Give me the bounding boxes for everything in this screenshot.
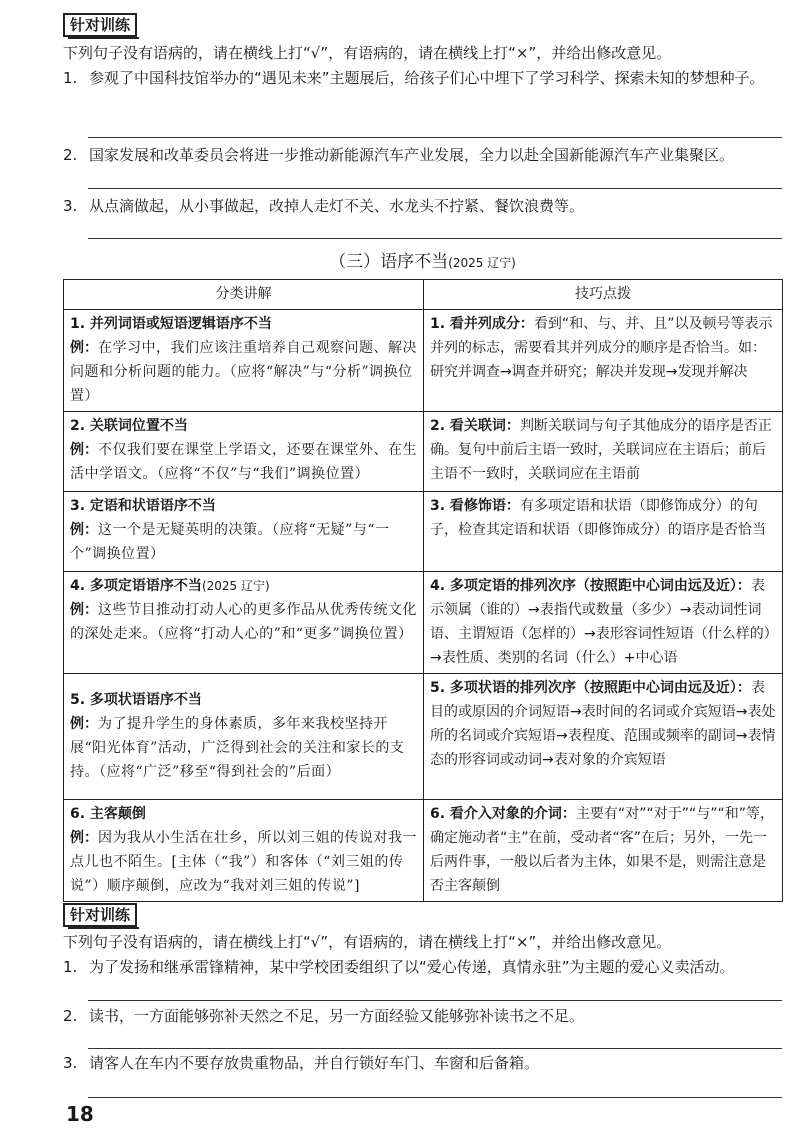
example-label: 例： bbox=[70, 340, 98, 356]
bottom-question-3 bbox=[63, 1051, 783, 1076]
example-text: 这些节目推动打动人心的更多作品从优秀传统文化的深处走来。（应将“打动人心的”和“更多”调换位置） bbox=[70, 602, 417, 642]
row-title: 1. 并列词语或短语逻辑语序不当 bbox=[70, 316, 272, 332]
row-title-tag: (2025 辽宁) bbox=[201, 579, 270, 593]
header-classification: 分类讲解 bbox=[64, 280, 424, 310]
example-text: 为了提升学生的身体素质，多年来我校坚持开展“阳光体育”活动，广泛得到社会的关注和家长的支持。（应将“广泛”移至“得到社会的”后面） bbox=[70, 716, 405, 780]
example-label: 例： bbox=[70, 602, 98, 618]
explanation-cell bbox=[64, 800, 424, 902]
table-row bbox=[64, 572, 783, 674]
table-row bbox=[64, 800, 783, 902]
tip-label: 2. 看关联词： bbox=[430, 418, 520, 434]
tip-label: 4. 多项定语的排列次序（按照距中心词由远及近）： bbox=[430, 578, 751, 594]
table-row bbox=[64, 412, 783, 492]
explanation-cell bbox=[64, 412, 424, 492]
question-text: 从点滴做起，从小事做起，改掉人走灯不关、水龙头不拧紧、餐饮浪费等。 bbox=[89, 197, 585, 215]
answer-line bbox=[88, 1000, 782, 1001]
tip-text: 看到“和、与、并、且”以及顿号等表示并列的标志，需要看其并列成分的顺序是否恰当。如：研究并调查→调查并研究；解决并发现→发现并解决 bbox=[430, 316, 773, 380]
answer-line bbox=[88, 188, 782, 189]
tip-label: 1. 看并列成分： bbox=[430, 316, 534, 332]
question-number: 2. bbox=[63, 146, 78, 164]
table-row bbox=[64, 492, 783, 572]
section-title: （三）语序不当(2025 辽宁) bbox=[329, 252, 516, 272]
question-text: 读书，一方面能够弥补天然之不足，另一方面经验又能够弥补读书之不足。 bbox=[89, 1007, 585, 1025]
answer-line bbox=[88, 238, 782, 239]
question-number: 1. bbox=[63, 69, 78, 87]
example-label: 例： bbox=[70, 716, 98, 732]
tip-cell bbox=[424, 412, 783, 492]
explanation-cell bbox=[64, 674, 424, 800]
row-title: 3. 定语和状语语序不当 bbox=[70, 498, 216, 514]
row-title: 6. 主客颠倒 bbox=[70, 806, 146, 822]
question-text: 参观了中国科技馆举办的“遇见未来”主题展后，给孩子们心中埋下了学习科学、探索未知的梦想种子。 bbox=[89, 69, 765, 87]
bottom-question-2 bbox=[63, 1004, 783, 1029]
tip-text: 判断关联词与句子其他成分的语序是否正确。复句中前后主语一致时，关联词应在主语后；前后主语不一致时，关联词应在主语前 bbox=[430, 418, 772, 482]
top-question-1 bbox=[63, 66, 783, 91]
example-text: 因为我从小生活在壮乡，所以刘三姐的传说对我一点儿也不陌生。[主体（“我”）和客体（“刘三姐的传说”）顺序颠倒，应改为“我对刘三姐的传说”] bbox=[70, 830, 417, 894]
header-tips: 技巧点拨 bbox=[424, 280, 783, 310]
top-practice-badge: 针对训练 bbox=[63, 13, 137, 37]
bottom-practice-badge: 针对训练 bbox=[63, 903, 137, 927]
table-row bbox=[64, 674, 783, 800]
tip-cell bbox=[424, 572, 783, 674]
tip-label: 5. 多项状语的排列次序（按照距中心词由远及近）： bbox=[430, 680, 751, 696]
top-question-2 bbox=[63, 143, 783, 168]
row-title: 4. 多项定语语序不当 bbox=[70, 578, 202, 594]
question-number: 3. bbox=[63, 197, 78, 215]
answer-line bbox=[88, 1048, 782, 1049]
top-instruction: 下列句子没有语病的，请在横线上打“√”，有语病的，请在横线上打“×”，并给出修改意见。 bbox=[63, 44, 672, 62]
tip-label: 3. 看修饰语： bbox=[430, 498, 520, 514]
tip-text: 表目的或原因的介词短语→表时间的名词或介宾短语→表处所的名词或介宾短语→表程度、范围或频率的副词→表情态的形容词或动词→表对象的介宾短语 bbox=[430, 680, 776, 768]
question-text: 请客人在车内不要存放贵重物品，并自行锁好车门、车窗和后备箱。 bbox=[89, 1054, 540, 1072]
question-number: 1. bbox=[63, 958, 78, 976]
bottom-question-1 bbox=[63, 955, 788, 980]
row-title: 2. 关联词位置不当 bbox=[70, 418, 188, 434]
tip-text: 主要有“对”“对于”“与”“和”等，确定施动者“主”在前，受动者“客”在后；另外，一先一后两件事，一般以后者为主体，如果不是，则需注意是否主客颠倒 bbox=[430, 806, 774, 894]
answer-line bbox=[88, 1097, 782, 1098]
example-text: 这一个是无疑英明的决策。（应将“无疑”与“一个”调换位置） bbox=[70, 522, 390, 562]
row-title: 5. 多项状语语序不当 bbox=[70, 692, 202, 708]
tip-text: 有多项定语和状语（即修饰成分）的句子，检查其定语和状语（即修饰成分）的语序是否恰当 bbox=[430, 498, 766, 538]
tip-cell bbox=[424, 310, 783, 412]
question-text: 国家发展和改革委员会将进一步推动新能源汽车产业发展，全力以赴全国新能源汽车产业集聚区。 bbox=[89, 146, 735, 164]
page-number: 18 bbox=[66, 1102, 94, 1126]
section-tag: (2025 辽宁) bbox=[448, 256, 516, 270]
tip-cell bbox=[424, 492, 783, 572]
example-text: 在学习中，我们应该注重培养自己观察问题、解决问题和分析问题的能力。（应将“解决”与“分析”调换位置） bbox=[70, 340, 417, 404]
tip-text: 表示领属（谁的）→表指代或数量（多少）→表动词性词语、主谓短语（怎样的）→表形容词性短语（什么样的）→表性质、类别的名词（什么）+中心语 bbox=[430, 578, 771, 666]
bottom-instruction: 下列句子没有语病的，请在横线上打“√”，有语病的，请在横线上打“×”，并给出修改意见。 bbox=[63, 933, 672, 951]
tip-cell bbox=[424, 800, 783, 902]
table-header-row bbox=[64, 280, 783, 310]
example-text: 不仅我们要在课堂上学语文，还要在课堂外、在生活中学语文。（应将“不仅”与“我们”调换位置） bbox=[70, 442, 417, 482]
tip-label: 6. 看介入对象的介词： bbox=[430, 806, 576, 822]
example-label: 例： bbox=[70, 442, 98, 458]
explanation-cell bbox=[64, 492, 424, 572]
table-row bbox=[64, 310, 783, 412]
explanation-cell bbox=[64, 572, 424, 674]
question-number: 2. bbox=[63, 1007, 78, 1025]
question-text: 为了发扬和继承雷锋精神，某中学校团委组织了以“爱心传递，真情永驻”为主题的爱心义卖活动。 bbox=[89, 958, 735, 976]
explanation-cell bbox=[64, 310, 424, 412]
question-number: 3. bbox=[63, 1054, 78, 1072]
tip-cell bbox=[424, 674, 783, 800]
top-question-3 bbox=[63, 194, 783, 219]
example-label: 例： bbox=[70, 830, 98, 846]
grammar-table bbox=[63, 279, 783, 902]
answer-line bbox=[88, 137, 782, 138]
example-label: 例： bbox=[70, 522, 98, 538]
